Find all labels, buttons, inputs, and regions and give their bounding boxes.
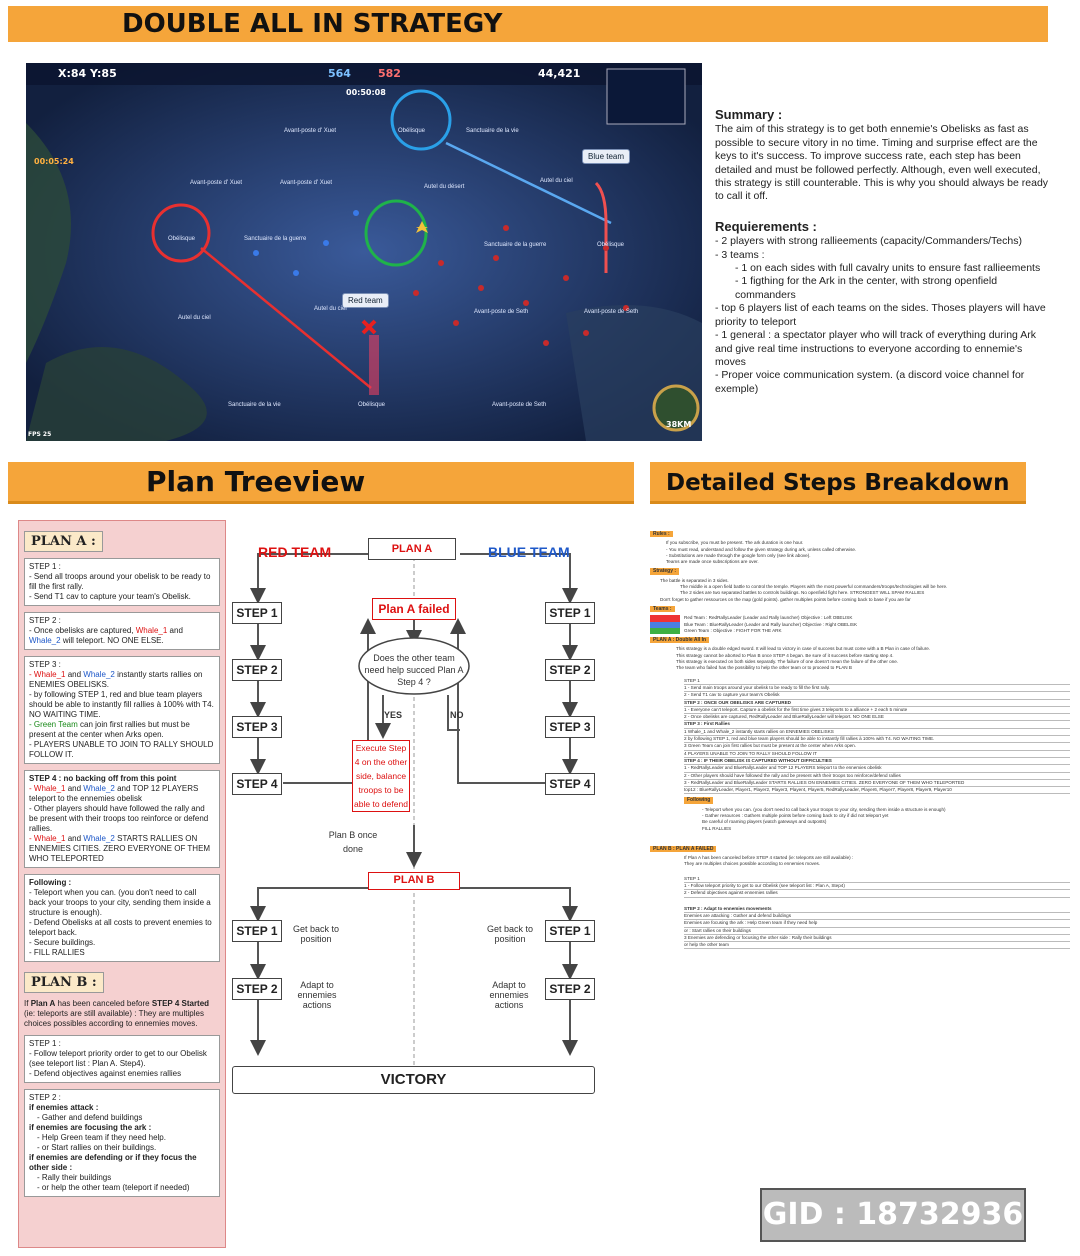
- doc-line: STEP 4 : IF THEIR OBELISK IS CAPTURED WITHOUT DIFFICULTIES: [684, 758, 1070, 765]
- execute-step-node: Execute Step 4 on the other side, balance troops to be able to defend: [352, 740, 410, 812]
- blue-team-heading: BLUE TEAM: [488, 544, 570, 560]
- step-text: and TOP 12 PLAYERS teleport to the ennemies obelisk: [29, 784, 199, 803]
- whale-1: - Whale_1: [29, 834, 66, 843]
- step-text: and: [67, 784, 82, 793]
- doc-line: STEP 2 : ONCE OUR OBELISKS ARE CAPTURED: [684, 700, 1070, 707]
- doc-line: - Teleport when you can. (you don't need to call back your troops to your city, sending them inside a structure is enough): [702, 806, 946, 812]
- flowchart: [228, 520, 638, 1100]
- doc-line: FILL RALLIES: [702, 825, 732, 831]
- step-line: if enemies attack :: [29, 1103, 99, 1112]
- left-timer: 00:05:24: [34, 157, 74, 166]
- req-line: - 1 general : a spectator player who will track of everything during Ark and give real time instructions to everyone according to ennemie's moves: [715, 329, 1036, 368]
- get-back-text: Get back to position: [486, 924, 534, 944]
- doc-line: Green Team : Objective : FIGHT FOR THE ARK: [650, 628, 1070, 634]
- step-line: if enemies are focusing the ark :: [29, 1123, 152, 1132]
- req-team-line: - 1 on each sides with full cavalry units to ensure fast rallieements: [735, 262, 1041, 275]
- step-text: and: [169, 626, 183, 635]
- intro-text: has been canceled before: [57, 999, 150, 1008]
- plan-a-heading: PLAN A : Double All In: [650, 637, 709, 643]
- plan-a-node: PLAN A: [368, 538, 456, 560]
- strategy-block: [650, 578, 1070, 603]
- adapt-text: Adapt to ennemies actions: [297, 980, 337, 1010]
- step-text: STARTS RALLIES ON ENNEMIES CITIES. ZERO EVERYONE OF THEM WHO TELEPORTED: [29, 834, 211, 863]
- req-team-line: - 1 figthing for the Ark in the center, with strong openfield commanders: [735, 275, 998, 301]
- doc-line: Enemies are focusing the ark : Help Green team if they need help: [684, 920, 1070, 927]
- victory-node: VICTORY: [232, 1066, 595, 1094]
- red-step-1: STEP 1: [232, 602, 282, 624]
- doc-line: or : Start rallies on their buildings: [684, 928, 1070, 935]
- detailed-steps-document: [650, 528, 1070, 1158]
- map-site: Sanctuaire de la guerre: [484, 242, 547, 248]
- doc-line: 4 PLAYERS UNABLE TO JOIN TO RALLY SHOULD FOLLOW IT: [684, 751, 1070, 758]
- doc-line: 2 - Defend objectives against ennemies rallies: [684, 890, 1070, 897]
- plan-a-title: PLAN A :: [24, 531, 103, 552]
- rules-block: [650, 540, 1070, 565]
- red-step-4: STEP 4: [232, 773, 282, 795]
- plan-b-intro: [24, 999, 220, 1029]
- doc-line: The battle is separated in 3 sides.: [660, 577, 729, 583]
- intro-text: Plan A: [30, 999, 56, 1008]
- doc-line: - Gather resources : Gathers multiple points before coming back to city if did not teleport yet: [702, 812, 889, 818]
- coordinates: X:84 Y:85: [58, 67, 117, 80]
- red-step-3: STEP 3: [232, 716, 282, 738]
- summary-section: [715, 108, 1055, 396]
- strategy-heading: Strategy :: [650, 568, 679, 574]
- doc-line: 1 - Send main troops around your obelisk to be ready to fill the first rally.: [684, 685, 1070, 692]
- doc-line: STEP 1: [684, 678, 1070, 685]
- gid-watermark: GID : 18732936: [760, 1188, 1026, 1242]
- following-block: [650, 794, 1070, 831]
- step-line: - Follow teleport priority order to get to our Obelisk (see teleport list : Plan A. Step4).: [29, 1049, 207, 1068]
- get-back-text: Get back to position: [292, 924, 340, 944]
- blue-b-step-1: STEP 1: [545, 920, 595, 942]
- doc-line: 2 - Once obelisks are captured, RedRallyLeader and BlueRallyLeader will teleport. NO ONE ELSE: [684, 714, 1070, 721]
- doc-line: 2 by following STEP 1, red and blue team players should be able to instantly fill rallies à 100% with T4. NO WAITING TIME.: [684, 736, 1070, 743]
- doc-line: 3 Enemies are defending or focusing the other side : Rally their buildings: [684, 935, 1070, 942]
- plan-treeview-title: Plan Treeview: [146, 465, 366, 498]
- whale-1: - Whale_1: [29, 784, 66, 793]
- gems-count: 44,421: [538, 67, 581, 80]
- blue-team-label: Blue team: [582, 149, 630, 164]
- doc-line: If Plan A has been canceled before STEP 4 started (ie: teleports are still available) :: [684, 855, 854, 861]
- whale-2: Whale_2: [83, 670, 115, 679]
- teams-heading: Teams :: [650, 606, 675, 612]
- step-heading: STEP 1 :: [29, 1039, 61, 1048]
- fps-counter: FPS 25: [28, 431, 52, 438]
- req-line: - 3 teams :: [715, 248, 765, 261]
- following-heading: Following: [684, 797, 713, 803]
- doc-line: This strategy is executed on both sides separatly. The failure of one doesn't mean the failure of the other one.: [676, 659, 899, 665]
- red-team-heading: RED TEAM: [258, 544, 332, 560]
- step-line: if enemies are defending or if they focus the other side :: [29, 1153, 197, 1172]
- rules-heading: Rules :: [650, 531, 673, 537]
- doc-line: 3 - RedRallyLeader and BlueRallyLeader STARTS RALLIES ON ENNEMIES CITIES. ZERO EVERYONE OF THEM WHO TELEPORTED: [684, 780, 1070, 787]
- doc-line: Blue Team : BlueRallyLeader (Leader and Rally launcher) Objective : Right OBELISK: [650, 622, 1070, 628]
- step-text: and: [67, 834, 82, 843]
- plan-a-step-4: [24, 770, 220, 868]
- doc-line: or help the other team: [684, 942, 1070, 949]
- step-line: - or Start rallies on their buildings.: [37, 1143, 157, 1152]
- step-line: - Help Green team if they need help.: [37, 1133, 166, 1142]
- red-step-2: STEP 2: [232, 659, 282, 681]
- plan-a-following: [24, 874, 220, 962]
- doc-line: This strategy cannot be aborted to Plan B once STEP 4 began. Be sure of it success before starting step 4.: [676, 652, 894, 658]
- doc-line: - Substitutions are made through the google form only (see link above).: [666, 552, 811, 558]
- step-line: - Defend objectives against enemies rallies: [29, 1069, 182, 1078]
- step-heading: STEP 2 :: [29, 1093, 61, 1102]
- step-text: - Once obelisks are captured,: [29, 626, 134, 635]
- map-site: Sanctuaire de la vie: [228, 402, 281, 408]
- step-line: - Teleport when you can. (you don't need to call back your troops to your city, sending them inside a structure is enough).: [29, 888, 211, 917]
- step-text: can join first rallies but must be present at the center when Arks open.: [29, 720, 190, 739]
- step-line: - Rally their buildings: [37, 1173, 112, 1182]
- red-b-step-2: STEP 2: [232, 978, 282, 1000]
- step-line: - Send all troops around your obelisk to be ready to fill the first rally.: [29, 572, 211, 591]
- step-text: instantly starts rallies on ENEMIES OBELISKS.: [29, 670, 203, 689]
- doc-line: This strategy is a double edged sword. It will lead to victory in case of success but must come with a B Plan in case of failure.: [676, 646, 931, 652]
- map-site: Avant-poste de Seth: [474, 309, 529, 315]
- match-timer: 00:50:08: [346, 88, 386, 97]
- map-site: Autel du désert: [424, 184, 465, 190]
- doc-line: Teams are made once subscriptions are over.: [666, 559, 759, 565]
- step-line: - Secure buildings.: [29, 938, 96, 947]
- step-heading: Following :: [29, 878, 72, 887]
- whale-2: Whale_2: [29, 636, 61, 645]
- step-line: - FILL RALLIES: [29, 948, 85, 957]
- adapt-text: Adapt to ennemies actions: [489, 980, 529, 1010]
- doc-line: 2 - Send T1 cav to capture your team's Obelisk: [684, 692, 1070, 699]
- map-site: Sanctuaire de la vie: [466, 128, 519, 134]
- doc-line: STEP 2 : Adapt to ennemies movements: [684, 906, 1070, 913]
- plan-panel: [18, 520, 226, 1248]
- step-heading: STEP 1 :: [29, 562, 61, 571]
- step-line: - by following STEP 1, red and blue team players should be able to instantly fill rallies à 100% with T4. NO WAITING TIME.: [29, 690, 214, 719]
- step-text: will teleport. NO ONE ELSE.: [62, 636, 164, 645]
- blue-score: 564: [328, 67, 351, 80]
- plan-treeview-banner: [8, 462, 634, 504]
- plan-a-step-2: [24, 612, 220, 650]
- intro-text: They are multiples choices possibles according to ennemies moves.: [24, 1009, 204, 1028]
- plan-b-heading: PLAN B : PLAN A FAILED: [650, 846, 716, 852]
- req-line: - 2 players with strong rallieements (capacity/Commanders/Techs): [715, 235, 1022, 248]
- step-line: - Gather and defend buildings: [37, 1113, 143, 1122]
- doc-line: 1 Whale_1 and Whale_2 instantly starts rallies on ENNEMIES OBELISKS: [684, 729, 1070, 736]
- page-title: DOUBLE ALL IN STRATEGY: [122, 9, 503, 39]
- map-site: Avant-poste d' Xuet: [284, 128, 337, 134]
- map-site: Sanctuaire de la guerre: [244, 236, 307, 242]
- intro-text: (ie: teleports are still available) :: [24, 1009, 137, 1018]
- step-text: and: [67, 670, 82, 679]
- map-site: Autel du ciel: [178, 315, 211, 321]
- map-site: Autel du ciel: [540, 178, 573, 184]
- whale-2: Whale_2: [83, 784, 115, 793]
- plan-a-block: [650, 646, 1070, 671]
- step-line: - Send T1 cav to capture your team's Obelisk.: [29, 592, 191, 601]
- doc-line: 1 - Follow teleport priority to get to our Obelisk (see teleport list : Plan A, Step4): [684, 883, 1070, 890]
- doc-line: The middle is a open field battle to control the temple. Players with the most powerful commanders/troops/technologies will be here.: [680, 584, 948, 590]
- page-title-banner: [8, 6, 1048, 42]
- distance: 38KM: [666, 420, 692, 429]
- map-site: Obélisque: [398, 128, 426, 134]
- decision-question: Does the other team need help succed Plan A Step 4 ?: [364, 653, 464, 687]
- doc-line: STEP 3 : First Rallies: [684, 721, 1070, 728]
- doc-line: 1 - Everyone can't teleport. Capture a obelisk for the first time gives 3 teleports to a alliance + 2 each 5 minute: [684, 707, 1070, 714]
- doc-line: If you subscribe, you must be present. The ark duration is one hour.: [666, 540, 804, 546]
- requirements-heading: Requierements :: [715, 218, 817, 234]
- map-site: Obélisque: [597, 242, 625, 248]
- plan-b-once-done: Plan B once done: [328, 830, 378, 854]
- doc-line: They are multiples choices possible according to ennemies moves.: [684, 861, 821, 867]
- summary-heading: Summary :: [715, 107, 783, 122]
- whale-2: Whale_2: [83, 834, 115, 843]
- doc-line: 2 - Other players should have followed the rally and be present with their troops too reinforce/defend rallies: [684, 773, 1070, 780]
- green-team: - Green Team: [29, 720, 78, 729]
- step-line: - Defend Obelisks at all costs to prevent enemies to teleport back.: [29, 918, 212, 937]
- summary-text: The aim of this strategy is to get both ennemie's Obelisks as fast as possible to secure vitory in no time. Timing and surprise effect are the keys to it's success. To improve success rate, each step has been detailed and must be followed perfectly. Although, even well executed, this strategy is still counterable. This is why you should always be ready to call it off.: [715, 123, 1049, 203]
- doc-line: The 2 sides are two separated battles to controls buildings. No openfield fight here. STRONGEST WILL SPAM RALLIES: [680, 590, 925, 596]
- doc-line: Don't forget to gather ressources on the map (gold points). gather multiples points before coming back to base if you are far: [660, 596, 911, 602]
- map-site: Autel du ciel: [314, 306, 347, 312]
- map-site: Avant-poste de Seth: [584, 309, 639, 315]
- teams-block: [650, 615, 1070, 634]
- doc-line: The team who failed has the possibility to help the other team or to proceed to PLAN B: [676, 665, 852, 671]
- map-site: Avant-poste d' Xuet: [190, 180, 243, 186]
- step-line: - or help the other team (teleport if needed): [37, 1183, 190, 1192]
- map-site: Obélisque: [168, 236, 196, 242]
- doc-line: 1 - RedRallyLeader and BlueRallyLeader and TOP 12 PLAYERS teleport to the ennemies obelisk: [684, 765, 1070, 772]
- plan-a-failed-node: Plan A failed: [372, 598, 456, 620]
- map-site: Avant-poste d' Xuet: [280, 180, 333, 186]
- red-b-step-1: STEP 1: [232, 920, 282, 942]
- blue-step-2: STEP 2: [545, 659, 595, 681]
- steps-breakdown-banner: [650, 462, 1026, 504]
- step-heading: STEP 2 :: [29, 616, 61, 625]
- req-line: - Proper voice communication system. (a discord voice channel for exemple): [715, 369, 1025, 395]
- whale-1: Whale_1: [135, 626, 168, 635]
- step-heading: STEP 4 : no backing off from this point: [29, 774, 177, 783]
- decision-no: NO: [450, 710, 464, 720]
- doc-line: top12 : BlueRallyLeader, Player1, Player2, Player3, Player4, Player5, RedRallyLeader, Player6, Player7, Player8, Player9, Player10: [684, 787, 1070, 794]
- blue-step-4: STEP 4: [545, 773, 595, 795]
- step-line: - Other players should have followed the rally and be present with their troops too reinforce or defend rallies.: [29, 804, 209, 833]
- red-score: 582: [378, 67, 401, 80]
- map-site: Avant-poste de Seth: [492, 402, 547, 408]
- map-site: Obélisque: [358, 402, 386, 408]
- blue-step-1: STEP 1: [545, 602, 595, 624]
- req-line: - top 6 players list of each teams on the sides. Thoses players will have priority to teleport: [715, 302, 1046, 328]
- plan-b-step-2: [24, 1089, 220, 1197]
- step-heading: STEP 3 :: [29, 660, 61, 669]
- steps-breakdown-title: Detailed Steps Breakdown: [666, 470, 1010, 496]
- doc-line: Red Team : RedRallyLeader (Leader and Rally launcher) Objective : Left OBELISK: [650, 615, 1070, 621]
- doc-line: 3 Green Team can join first rallies but must be present at the center when Arks open.: [684, 743, 1070, 750]
- decision-yes: YES: [384, 710, 403, 720]
- doc-line: STEP 1: [684, 876, 1070, 883]
- blue-step-3: STEP 3: [545, 716, 595, 738]
- plan-b-step-1: [24, 1035, 220, 1083]
- doc-line: - You must read, understand and follow the given strategy during ark, unless called otherwise.: [666, 546, 857, 552]
- plan-b-block: [650, 855, 1070, 949]
- game-map-screenshot: [26, 63, 702, 441]
- plan-a-step-1: [24, 558, 220, 606]
- plan-a-step-3: [24, 656, 220, 764]
- doc-line: Enemies are attacking : Gather and defend buildings: [684, 913, 1070, 920]
- whale-1: - Whale_1: [29, 670, 66, 679]
- blue-b-step-2: STEP 2: [545, 978, 595, 1000]
- plan-b-title: PLAN B :: [24, 972, 104, 993]
- steps-block: [650, 678, 1070, 795]
- plan-b-node: PLAN B: [368, 872, 460, 890]
- map-art: [26, 63, 702, 441]
- doc-line: Be careful of roaming players (watch gateways and outposts): [702, 819, 827, 825]
- red-team-label: Red team: [342, 293, 389, 308]
- intro-text: If: [24, 999, 29, 1008]
- intro-text: STEP 4 Started: [151, 999, 210, 1008]
- step-line: - PLAYERS UNABLE TO JOIN TO RALLY SHOULD FOLLOW IT.: [29, 740, 214, 759]
